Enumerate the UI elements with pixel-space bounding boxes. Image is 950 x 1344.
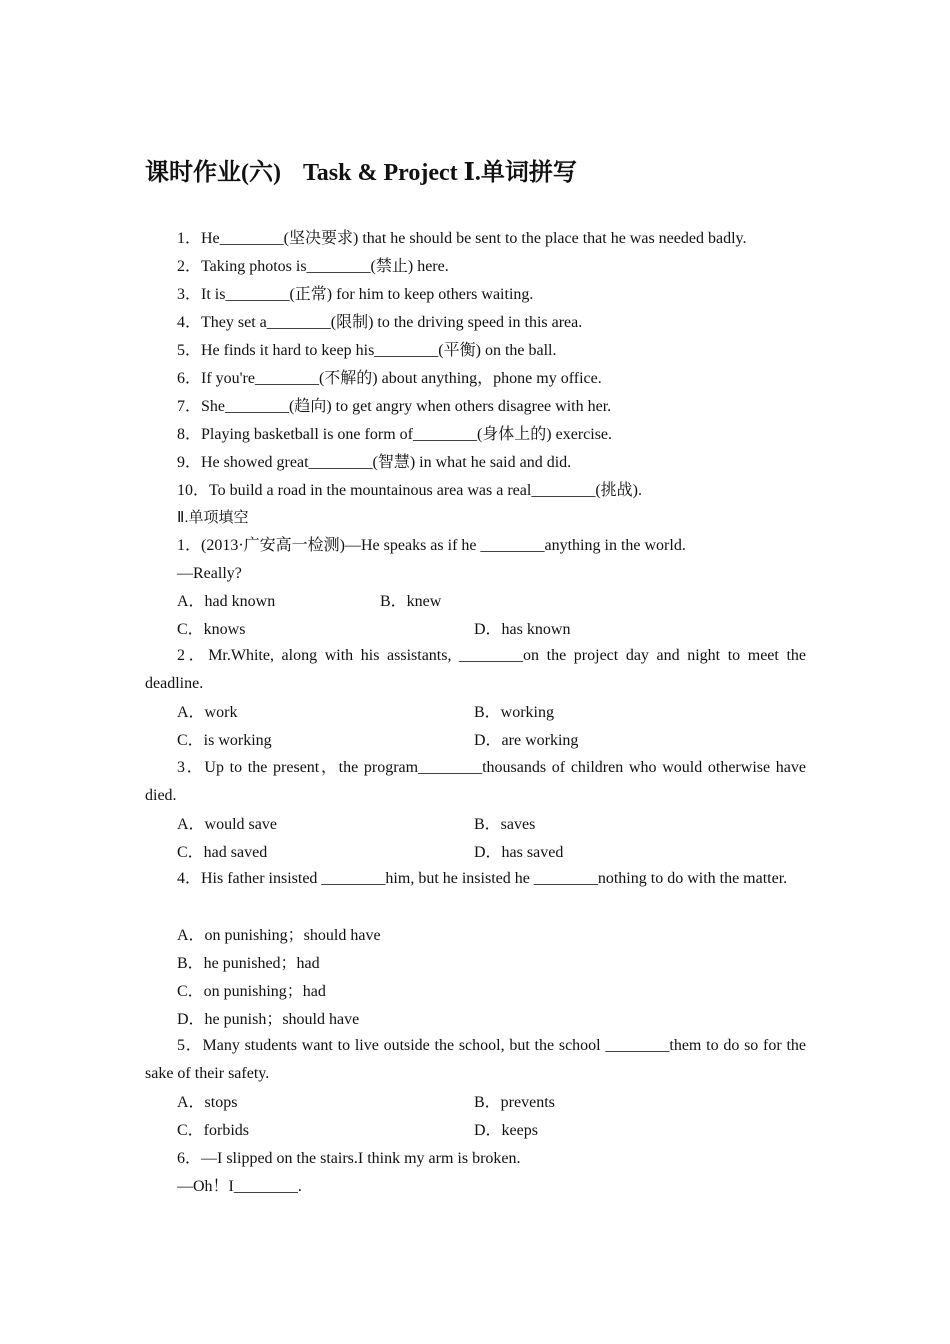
question-4-stem: 4．His father insisted ________him, but he insisted he ________nothing to do with the matter.: [177, 870, 788, 887]
question-3-option-b: B．saves: [474, 816, 536, 833]
question-1-option-a: A．had known: [177, 593, 276, 610]
question-3-option-c: C．had saved: [177, 844, 268, 861]
question-3-stem: 3．Up to the present，the program________thousands of children who would otherwise have died.: [145, 759, 806, 804]
question-4-option-b: B．he punished；had: [177, 955, 320, 972]
question-5-option-d: D．keeps: [474, 1122, 538, 1139]
spelling-item-10: 10．To build a road in the mountainous area was a real________(挑战).: [177, 482, 642, 499]
question-6-stem: 6．—I slipped on the stairs.I think my arm is broken.: [177, 1150, 521, 1167]
question-2-stem-block: [145, 642, 806, 698]
title-chinese: 课时作业(六): [145, 160, 281, 186]
spelling-item-3: 3．It is________(正常) for him to keep others waiting.: [177, 286, 534, 303]
question-1-option-c: C．knows: [177, 621, 246, 638]
spelling-item-2: 2．Taking photos is________(禁止) here.: [177, 258, 449, 275]
question-1-reply: —Really?: [177, 565, 242, 582]
title-english: Task & Project: [302, 160, 458, 186]
question-2-option-c: C．is working: [177, 732, 272, 749]
spelling-item-6: 6．If you're________(不解的) about anything，phone my office.: [177, 370, 602, 387]
question-3-stem-block: [145, 754, 806, 810]
question-5-stem: 5．Many students want to live outside the school, but the school ________them to do so for the sake of their safety.: [145, 1037, 806, 1082]
question-4-stem-block: [145, 865, 806, 893]
question-1-option-d: D．has known: [474, 621, 571, 638]
question-2-option-d: D．are working: [474, 732, 579, 749]
page-title: [145, 152, 577, 187]
spelling-item-8: 8．Playing basketball is one form of________(身体上的) exercise.: [177, 426, 613, 443]
question-6-reply: —Oh！I________.: [177, 1178, 302, 1195]
question-2-option-b: B．working: [474, 704, 555, 721]
spelling-item-4: 4．They set a________(限制) to the driving speed in this area.: [177, 314, 583, 331]
question-3-option-a: A．would save: [177, 816, 277, 833]
question-5-option-c: C．forbids: [177, 1122, 250, 1139]
section-1-heading: Ⅰ.单词拼写: [463, 160, 577, 186]
section-2-heading: Ⅱ.单项填空: [177, 509, 249, 526]
spelling-item-7: 7．She________(趋向) to get angry when others disagree with her.: [177, 398, 612, 415]
question-4-option-a: A．on punishing；should have: [177, 927, 381, 944]
question-4-option-c: C．on punishing；had: [177, 983, 326, 1000]
question-4-option-d: D．he punish；should have: [177, 1011, 360, 1028]
question-5-stem-block: [145, 1032, 806, 1088]
question-5-option-b: B．prevents: [474, 1094, 555, 1111]
question-2-stem: 2．Mr.White, along with his assistants, ________on the project day and night to meet the deadline.: [145, 647, 806, 692]
question-1-option-b: B．knew: [380, 593, 442, 610]
spelling-item-1: 1．He________(坚决要求) that he should be sent to the place that he was needed badly.: [177, 230, 747, 247]
question-5-option-a: A．stops: [177, 1094, 238, 1111]
spelling-item-9: 9．He showed great________(智慧) in what he said and did.: [177, 454, 572, 471]
spelling-item-5: 5．He finds it hard to keep his________(平衡) on the ball.: [177, 342, 557, 359]
question-1-stem: 1．(2013·广安高一检测)—He speaks as if he ________anything in the world.: [177, 537, 686, 554]
question-3-option-d: D．has saved: [474, 844, 564, 861]
question-2-option-a: A．work: [177, 704, 238, 721]
